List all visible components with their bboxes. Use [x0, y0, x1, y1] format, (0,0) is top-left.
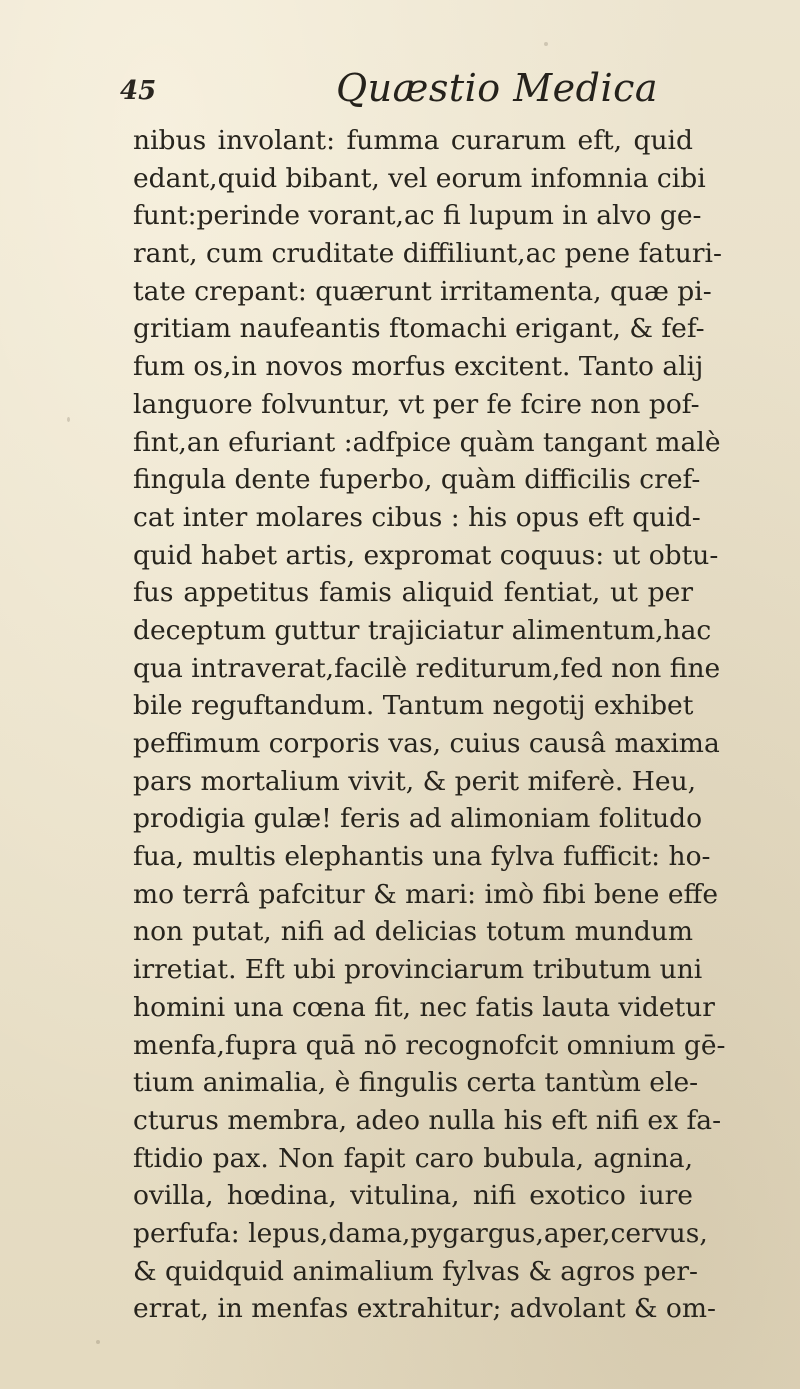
text-line: gritiam naufeantis ftomachi erigant, & fef-: [133, 313, 705, 345]
text-line: tate crepant: quærunt irritamenta, quæ pi-: [133, 275, 712, 307]
text-line: prodigia gulæ! feris ad alimoniam folitudo: [133, 803, 703, 835]
text-line: errat, in menfas extrahitur; advolant & om-: [133, 1293, 716, 1325]
body-text: [133, 122, 726, 1328]
text-line: mo terrâ pafcitur & mari: imò fibi bene effe: [133, 878, 719, 910]
text-line: bile reguftandum. Tantum negotij exhibet: [133, 690, 694, 722]
text-line: fua, multis elephantis una fylva fufficit: ho-: [133, 841, 711, 873]
text-line: tium animalia, è fingulis certa tantùm ele-: [133, 1067, 699, 1099]
text-line: non putat, nifi ad delicias totum mundum: [133, 916, 693, 948]
text-line: funt:perinde vorant,ac fi lupum in alvo ge-: [133, 200, 702, 232]
text-line: cturus membra, adeo nulla his eft nifi ex fa-: [133, 1104, 722, 1136]
paper-speck: [96, 1340, 100, 1344]
text-line: fint,an efuriant :adfpice quàm tangant malè: [133, 426, 721, 458]
text-line: peffimum corporis vas, cuius causâ maxima: [133, 728, 720, 759]
text-line: fus appetitus famis aliquid fentiat, ut per: [133, 577, 693, 609]
text-line: qua intraverat,facilè rediturum,fed non fine: [133, 652, 721, 684]
text-line: rant, cum cruditate diffiliunt,ac pene faturi-: [133, 238, 722, 270]
page-header: [120, 66, 680, 122]
text-line: ovilla, hœdina, vitulina, nifi exotico iure: [133, 1180, 693, 1212]
text-line: homini una cœna fit, nec fatis lauta videtur: [133, 991, 715, 1023]
text-line: edant,quid bibant, vel eorum infomnia cibi: [133, 162, 706, 194]
text-line: pars mortalium vivit, & perit miferè. Heu,: [133, 765, 697, 797]
paper-speck: [544, 42, 548, 46]
text-line: irretiat. Eft ubi provinciarum tributum uni: [133, 954, 703, 986]
running-title: Quæstio Medica: [336, 66, 659, 110]
page-number: 45: [120, 76, 157, 106]
text-line: fum os,in novos morfus excitent. Tanto alij: [133, 351, 704, 383]
text-line: fingula dente fuperbo, quàm difficilis cref-: [133, 464, 701, 496]
text-line: ftidio pax. Non fapit caro bubula, agnina,: [133, 1142, 693, 1174]
text-line: languore folvuntur, vt per fe fcire non pof-: [133, 388, 700, 420]
text-line: & quidquid animalium fylvas & agros per-: [133, 1255, 698, 1287]
text-line: quid habet artis, expromat coquus: ut obtu-: [133, 539, 719, 571]
text-line: deceptum guttur trajiciatur alimentum,hac: [133, 614, 712, 646]
text-line: nibus involant: fumma curarum eft, quid: [133, 125, 693, 156]
text-line: menfa,fupra quā nō recognofcit omnium gē-: [133, 1029, 726, 1061]
text-line: perfufa: lepus,dama,pygargus,aper,cervus,: [133, 1217, 708, 1249]
paper-speck: [67, 417, 70, 422]
text-line: cat inter molares cibus : his opus eft quid-: [133, 501, 701, 533]
